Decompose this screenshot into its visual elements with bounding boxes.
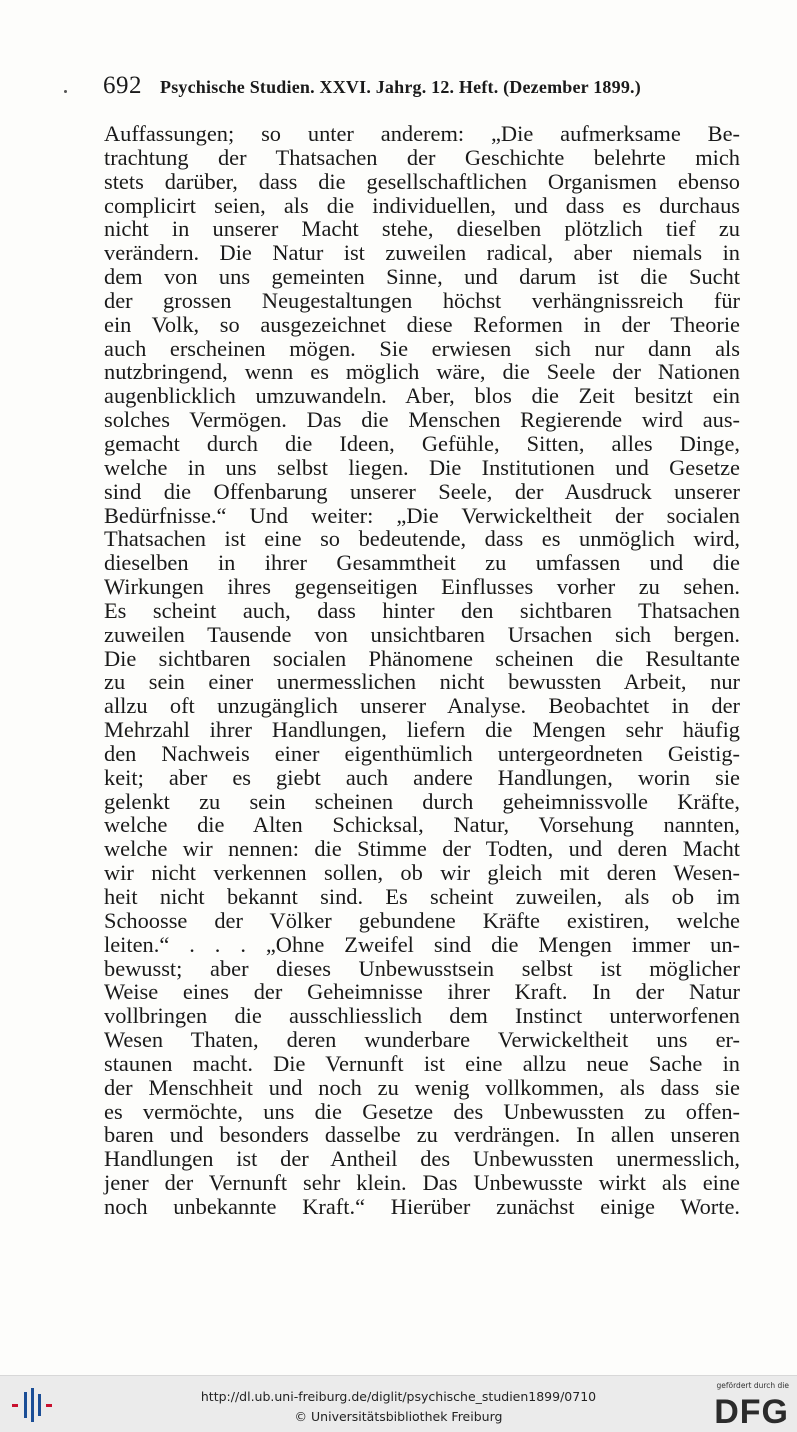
text-line: complicirt seien, als die individuellen, und dass es durchaus [104,192,740,218]
dfg-funding-badge[interactable] [703,1381,789,1427]
text-line: den Nachweis einer eigenthümlich untergeordneten Geistig- [104,740,740,766]
page-number: 692 [103,72,142,99]
text-line: welche in uns selbst liegen. Die Institutionen und Gesetze [104,454,740,480]
running-head [103,72,743,100]
text-line: sind die Offenbarung unserer Seele, der Ausdruck unserer [104,478,740,504]
text-line: Mehrzahl ihrer Handlungen, liefern die Mengen sehr häufig [104,717,740,743]
journal-title: Psychische Studien. XXVI. Jahrg. 12. Heft. (Dezember 1899.) [160,77,641,97]
text-line: es vermöchte, uns die Gesetze des Unbewussten zu offen- [104,1098,740,1124]
text-line: zuweilen Tausende von unsichtbaren Ursachen sich bergen. [104,621,740,647]
text-line: gemacht durch die Ideen, Gefühle, Sitten, alles Dinge, [104,430,740,456]
text-line: der grossen Neugestaltungen höchst verhängnissreich für [104,287,740,313]
dfg-logo-icon [705,1392,789,1426]
text-line: wir nicht verkennen sollen, ob wir gleich mit deren Wesen- [104,860,740,886]
text-line: jener der Vernunft sehr klein. Das Unbewusste wirkt als eine [104,1170,740,1196]
text-line: Auffassungen; so unter anderem: „Die aufmerksame Be- [104,121,740,146]
text-line: dem von uns gemeinten Sinne, und darum ist die Sucht [104,264,740,290]
text-line: Wirkungen ihres gegenseitigen Einflusses vorher zu sehen. [104,574,740,600]
text-line: nicht in unserer Macht stehe, dieselben plötzlich tief zu [104,216,740,242]
text-line: stets darüber, dass die gesellschaftlichen Organismen ebenso [104,168,740,194]
text-line: solches Vermögen. Das die Menschen Regierende wird aus- [104,407,740,433]
text-line: leiten.“ . . . „Ohne Zweifel sind die Mengen immer un- [104,931,740,957]
text-line: Die sichtbaren socialen Phänomene scheinen die Resultante [104,645,740,671]
text-line: heit nicht bekannt sind. Es scheint zuweilen, als ob im [104,884,740,909]
text-line: Thatsachen ist eine so bedeutende, dass es unmöglich wird, [104,526,740,552]
text-line: gelenkt zu sein scheinen durch geheimnissvolle Kräfte, [104,788,740,814]
text-line: verändern. Die Natur ist zuweilen radical, aber niemals in [104,240,740,266]
text-line: nutzbringend, wenn es möglich wäre, die Seele der Nationen [104,359,740,385]
text-line: Handlungen ist der Antheil des Unbewussten unermesslich, [104,1146,740,1172]
text-line: allzu oft unzugänglich unserer Analyse. Beobachtet in der [104,693,740,719]
footer-url-link[interactable]: http://dl.ub.uni-freiburg.de/diglit/psychische_studien1899/0710 [200,1389,597,1404]
text-line: augenblicklich umzuwandeln. Aber, blos die Zeit besitzt ein [104,383,740,409]
text-line: zu sein einer unermesslichen nicht bewussten Arbeit, nur [104,669,740,695]
text-line: dieselben in ihrer Gesammtheit zu umfassen und die [104,550,740,576]
text-line: Bedürfnisse.“ Und weiter: „Die Verwickeltheit der socialen [104,502,740,528]
text-line: ein Volk, so ausgezeichnet diese Reformen in der Theorie [104,311,740,337]
text-line: vollbringen die ausschliesslich dem Instinct unterworfenen [104,1003,740,1029]
text-line: welche wir nennen: die Stimme der Todten, und deren Macht [104,836,740,862]
dfg-caption: gefördert durch die [716,1381,789,1390]
text-line: auch erscheinen mögen. Sie erwiesen sich nur dann als [104,335,740,361]
text-line: der Menschheit und noch zu wenig vollkommen, als dass sie [104,1074,740,1100]
text-line: Weise eines der Geheimnisse ihrer Kraft. In der Natur [104,979,740,1005]
text-line: bewusst; aber dieses Unbewusstsein selbst ist möglicher [104,955,740,981]
scan-speck [64,90,67,93]
dfg-logo-text: DFG [714,1393,789,1426]
text-line: keit; aber es giebt auch andere Handlungen, worin sie [104,764,740,790]
text-line: Wesen Thaten, deren wunderbare Verwickeltheit uns er- [104,1027,740,1053]
text-line: baren und besonders dasselbe zu verdrängen. In allen unseren [104,1122,740,1148]
text-line: Schoosse der Völker gebundene Kräfte existiren, welche [104,907,740,933]
text-line: Es scheint auch, dass hinter den sichtbaren Thatsachen [104,597,740,623]
body-text [104,122,740,1219]
text-line: trachtung der Thatsachen der Geschichte belehrte mich [104,144,740,170]
viewer-footer [0,1375,797,1432]
text-line: welche die Alten Schicksal, Natur, Vorsehung nannten, [104,812,740,838]
text-line: noch unbekannte Kraft.“ Hierüber zunächst einige Worte. [104,1193,740,1219]
text-line: staunen macht. Die Vernunft ist eine allzu neue Sache in [104,1050,740,1076]
footer-copyright: © Universitätsbibliothek Freiburg [294,1409,503,1424]
